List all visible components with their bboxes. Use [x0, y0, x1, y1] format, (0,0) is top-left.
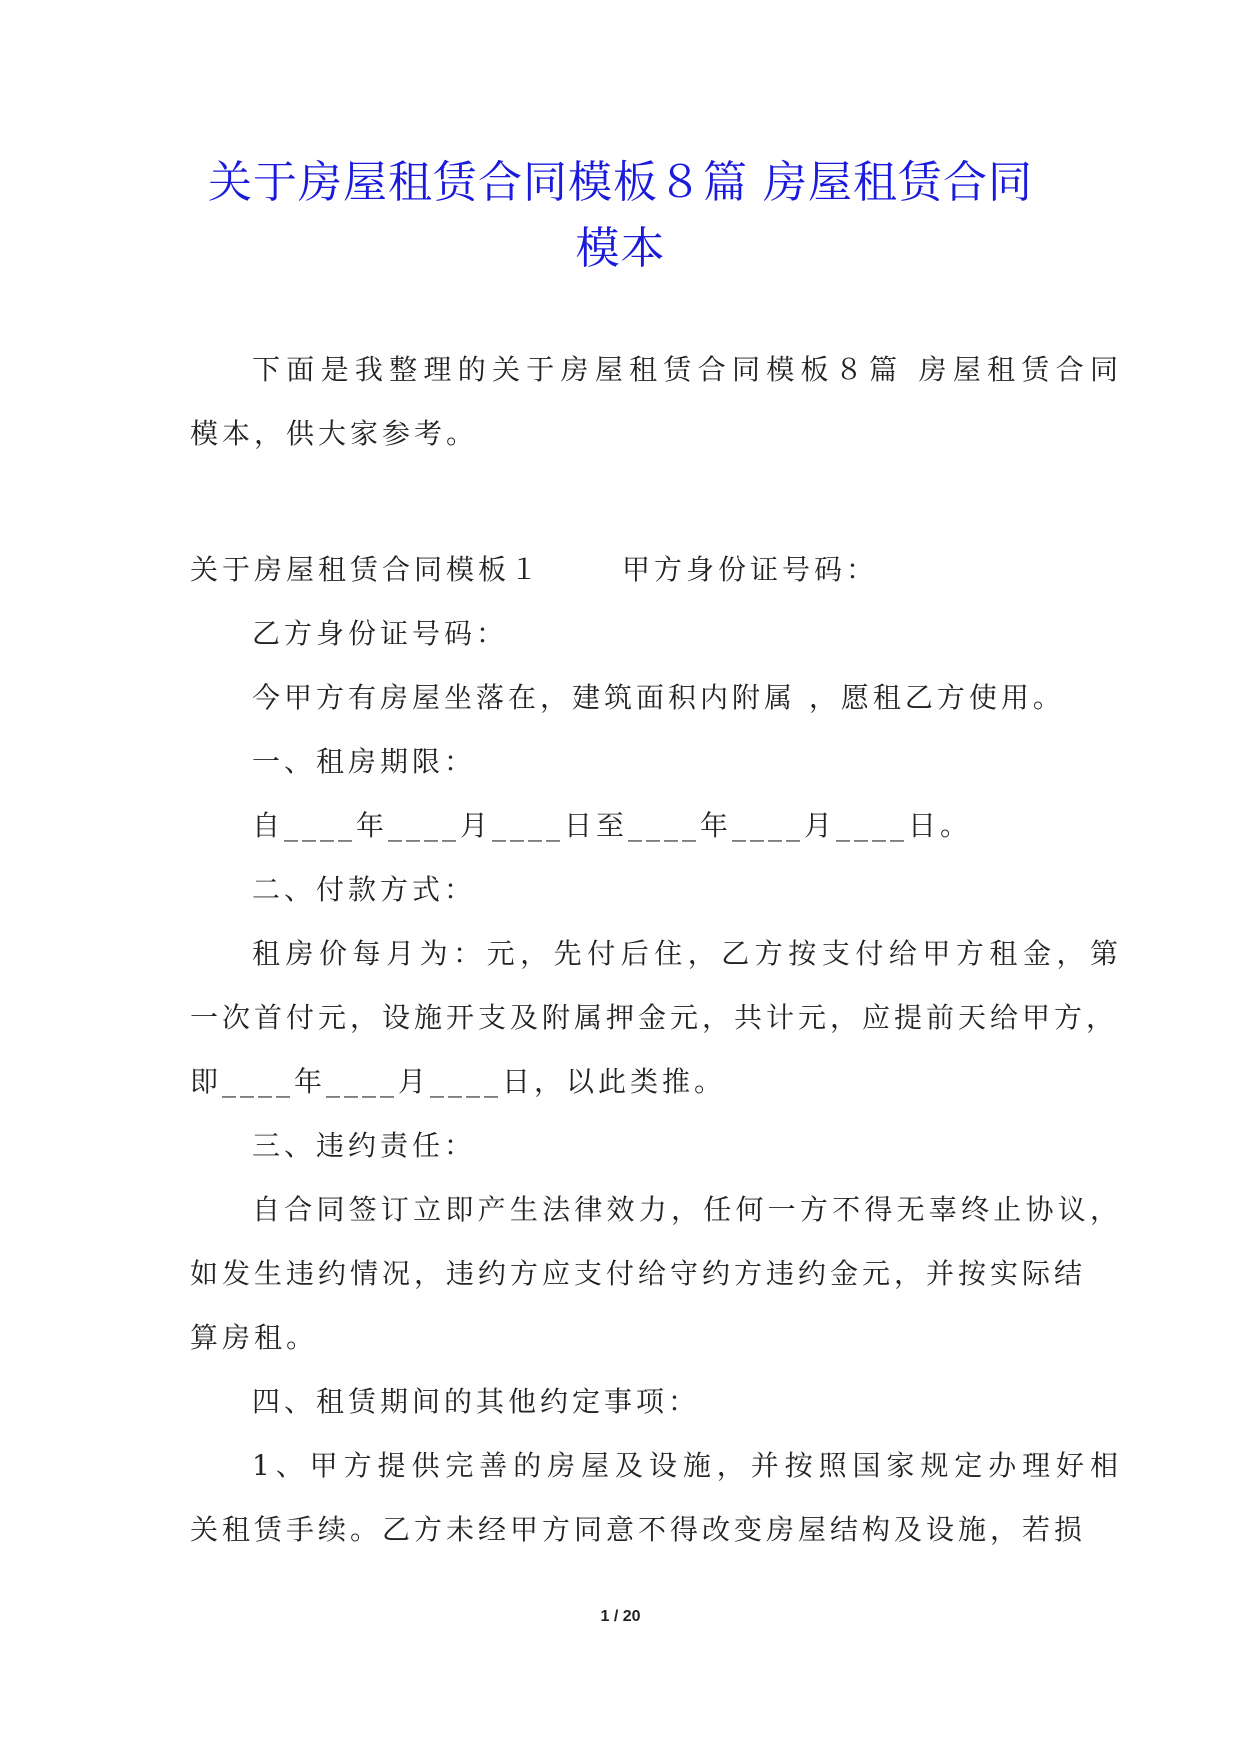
section-2-line-2: 一次首付元，设施开支及附属押金元，共计元，应提前天给甲方，	[190, 1001, 1119, 1034]
party-a-id-label: 甲方身份证号码：	[622, 553, 879, 586]
section-4-item-1-line-1: 1、甲方提供完善的房屋及设施，并按照国家规定办理好相	[252, 1449, 1122, 1482]
section-2-title: 二、付款方式：	[252, 873, 477, 906]
section-2-line-1: 租房价每月为：元，先付后住，乙方按支付给甲方租金，第	[252, 937, 1122, 970]
section-3-line-2: 如发生违约情况，违约方应支付给守约方违约金元，并按实际结	[190, 1257, 1087, 1290]
section-4-title: 四、租赁期间的其他约定事项：	[252, 1385, 701, 1418]
section-1-title: 一、租房期限：	[252, 745, 477, 778]
section-3-line-1: 自合同签订立即产生法律效力，任何一方不得无辜终止协议，	[252, 1193, 1122, 1226]
premises-clause: 今甲方有房屋坐落在，建筑面积内附属 ，愿租乙方使用。	[252, 681, 1065, 714]
contract-heading: 关于房屋租赁合同模板１	[190, 553, 543, 586]
document-title	[150, 150, 1091, 282]
contract-heading-row	[190, 538, 1060, 602]
intro-line-2: 模本，供大家参考。	[190, 417, 479, 450]
title-line-2: 模本	[575, 223, 666, 274]
party-b-id-label: 乙方身份证号码：	[252, 617, 509, 650]
title-line-1: 关于房屋租赁合同模板８篇 房屋租赁合同	[208, 157, 1033, 208]
section-1-term: 自____年____月____日至____年____月____日。	[252, 809, 973, 842]
section-2-line-3: 即____年____月____日，以此类推。	[190, 1065, 727, 1098]
section-4-item-1-line-2: 关租赁手续。乙方未经甲方同意不得改变房屋结构及设施，若损	[190, 1513, 1087, 1546]
section-3-line-3: 算房租。	[190, 1321, 319, 1354]
intro-line-1: 下面是我整理的关于房屋租赁合同模板８篇 房屋租赁合同	[252, 353, 1122, 386]
section-3-title: 三、违约责任：	[252, 1129, 477, 1162]
page-number: 1 / 20	[600, 1608, 641, 1625]
